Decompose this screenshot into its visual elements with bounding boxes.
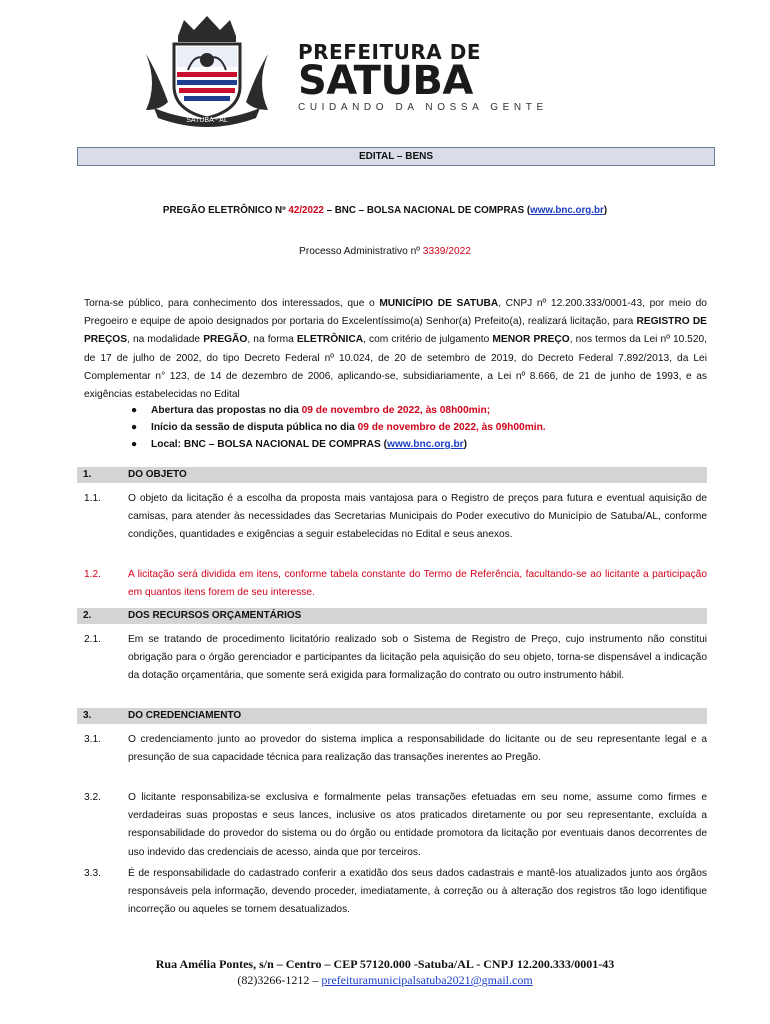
- bullet-icon: ●: [131, 405, 138, 416]
- clause-1-1: 1.1. O objeto da licitação é a escolha da proposta mais vantajosa para o Registro de preços para futura e eventual aquisição de camisas, para atender às necessidades das Secretarias Municipais do Poder executivo do Município de Satuba/AL, conforme condições, quantidades e exigências a seguir estabelecidas no Edital e seus anexos.: [84, 493, 707, 541]
- footer-email-link[interactable]: prefeituramunicipalsatuba2021@gmail.com: [321, 973, 533, 987]
- list-item: ● Início da sessão de disputa pública no dia 09 de novembro de 2022, às 09h00min.: [131, 419, 691, 436]
- clause-1-2: 1.2. A licitação será dividida em itens, conforme tabela constante do Termo de Referência, facultando-se ao licitante a participação em quantos itens forem de seu interesse.: [84, 569, 707, 599]
- schedule-list: [131, 402, 691, 453]
- intro-paragraph: Torna-se público, para conhecimento dos interessados, que o MUNICÍPIO DE SATUBA, CNPJ nº 12.200.333/0001-43, por meio do Pregoeiro e equipe de apoio designados por portaria do Excelentíssimo(a) Senhor(a) Prefeito(a), realizará licitação, para REGISTRO DE PREÇOS, na modalidade PREGÃO, na forma ELETRÔNICA, com critério de julgamento MENOR PREÇO, nos termos da Lei nº 10.520, de 17 de julho de 2002, do tipo Decreto Federal nº 10.024, de 20 de setembro de 2019, do Decreto Federal 7.892/2013, da Lei Complementar n° 123, de 14 de dezembro de 2006, aplicando-se, subsidiariamente, a Lei nº 8.666, de 21 de junho de 1993, e as exigências estabelecidas no Edital: [84, 298, 708, 401]
- coat-of-arms-icon: [138, 14, 276, 132]
- list-item: ● Abertura das propostas no dia 09 de novembro de 2022, às 08h00min;: [131, 402, 691, 419]
- section-header-credenciamento: 3. DO CREDENCIAMENTO: [77, 708, 707, 724]
- clause-3-3: 3.3. É de responsabilidade do cadastrado conferir a exatidão dos seus dados cadastrais e mantê-los atualizados junto aos órgãos responsáveis pela informação, devendo proceder, imediatamente, à correção ou à alteração dos registros tão logo identifique incorreção ou aqueles se tornem desatualizados.: [84, 868, 707, 916]
- footer-phone: (82)3266-1212 –: [237, 973, 322, 987]
- pregao-number: 42/2022: [288, 205, 324, 216]
- clause-2-1: 2.1. Em se tratando de procedimento licitatório realizado sob o Sistema de Registro de Preço, cujo instrumento não constitui obrigação para o órgão gerenciador e participantes da licitação pela aquisição do seu objeto, torna-se dispensável a indicação da dotação orçamentária, que somente será exigida para formalização do contrato ou outro instrumento hábil.: [84, 634, 707, 682]
- document-title: EDITAL – BENS: [77, 147, 715, 166]
- processo-line: Processo Administrativo nº 3339/2022: [299, 246, 471, 257]
- processo-number: 3339/2022: [422, 246, 471, 257]
- section-header-recursos: 2. DOS RECURSOS ORÇAMENTÁRIOS: [77, 608, 707, 624]
- bnc-link[interactable]: www.bnc.org.br: [530, 205, 604, 216]
- pregao-line: PREGÃO ELETRÔNICO Nº 42/2022 – BNC – BOLSA NACIONAL DE COMPRAS (www.bnc.org.br): [162, 205, 608, 216]
- brand-slogan: CUIDANDO DA NOSSA GENTE: [298, 102, 548, 113]
- footer-contact: [0, 972, 770, 988]
- list-item: ● Local: BNC – BOLSA NACIONAL DE COMPRAS (www.bnc.org.br): [131, 436, 691, 453]
- bnc-link[interactable]: www.bnc.org.br: [387, 439, 464, 450]
- clause-3-2: 3.2. O licitante responsabiliza-se exclusiva e formalmente pelas transações efetuadas em seu nome, assume como firmes e verdadeiras suas propostas e seus lances, inclusive os atos praticados diretamente ou por seu representante, excluída a responsabilidade do provedor do sistema ou do órgão ou entidade promotora da licitação por eventuais danos decorrentes de uso indevido das credenciais de acesso, ainda que por terceiros.: [84, 792, 707, 858]
- brand-main: SATUBA: [298, 58, 473, 104]
- seal-text: SATUBA - AL: [186, 117, 228, 124]
- section-header-objeto: 1. DO OBJETO: [77, 467, 707, 483]
- bullet-icon: ●: [131, 422, 138, 433]
- bullet-icon: ●: [131, 439, 138, 450]
- brand-block: [298, 42, 598, 113]
- brand-top: PREFEITURA DE: [298, 40, 481, 64]
- clause-3-1: 3.1. O credenciamento junto ao provedor do sistema implica a responsabilidade do licitante ou de seu representante legal e a presunção de sua capacidade técnica para realização das transações inerentes ao Pregão.: [84, 734, 707, 764]
- page-footer: [0, 956, 770, 988]
- footer-address: Rua Amélia Pontes, s/n – Centro – CEP 57120.000 -Satuba/AL - CNPJ 12.200.333/0001-43: [155, 957, 615, 971]
